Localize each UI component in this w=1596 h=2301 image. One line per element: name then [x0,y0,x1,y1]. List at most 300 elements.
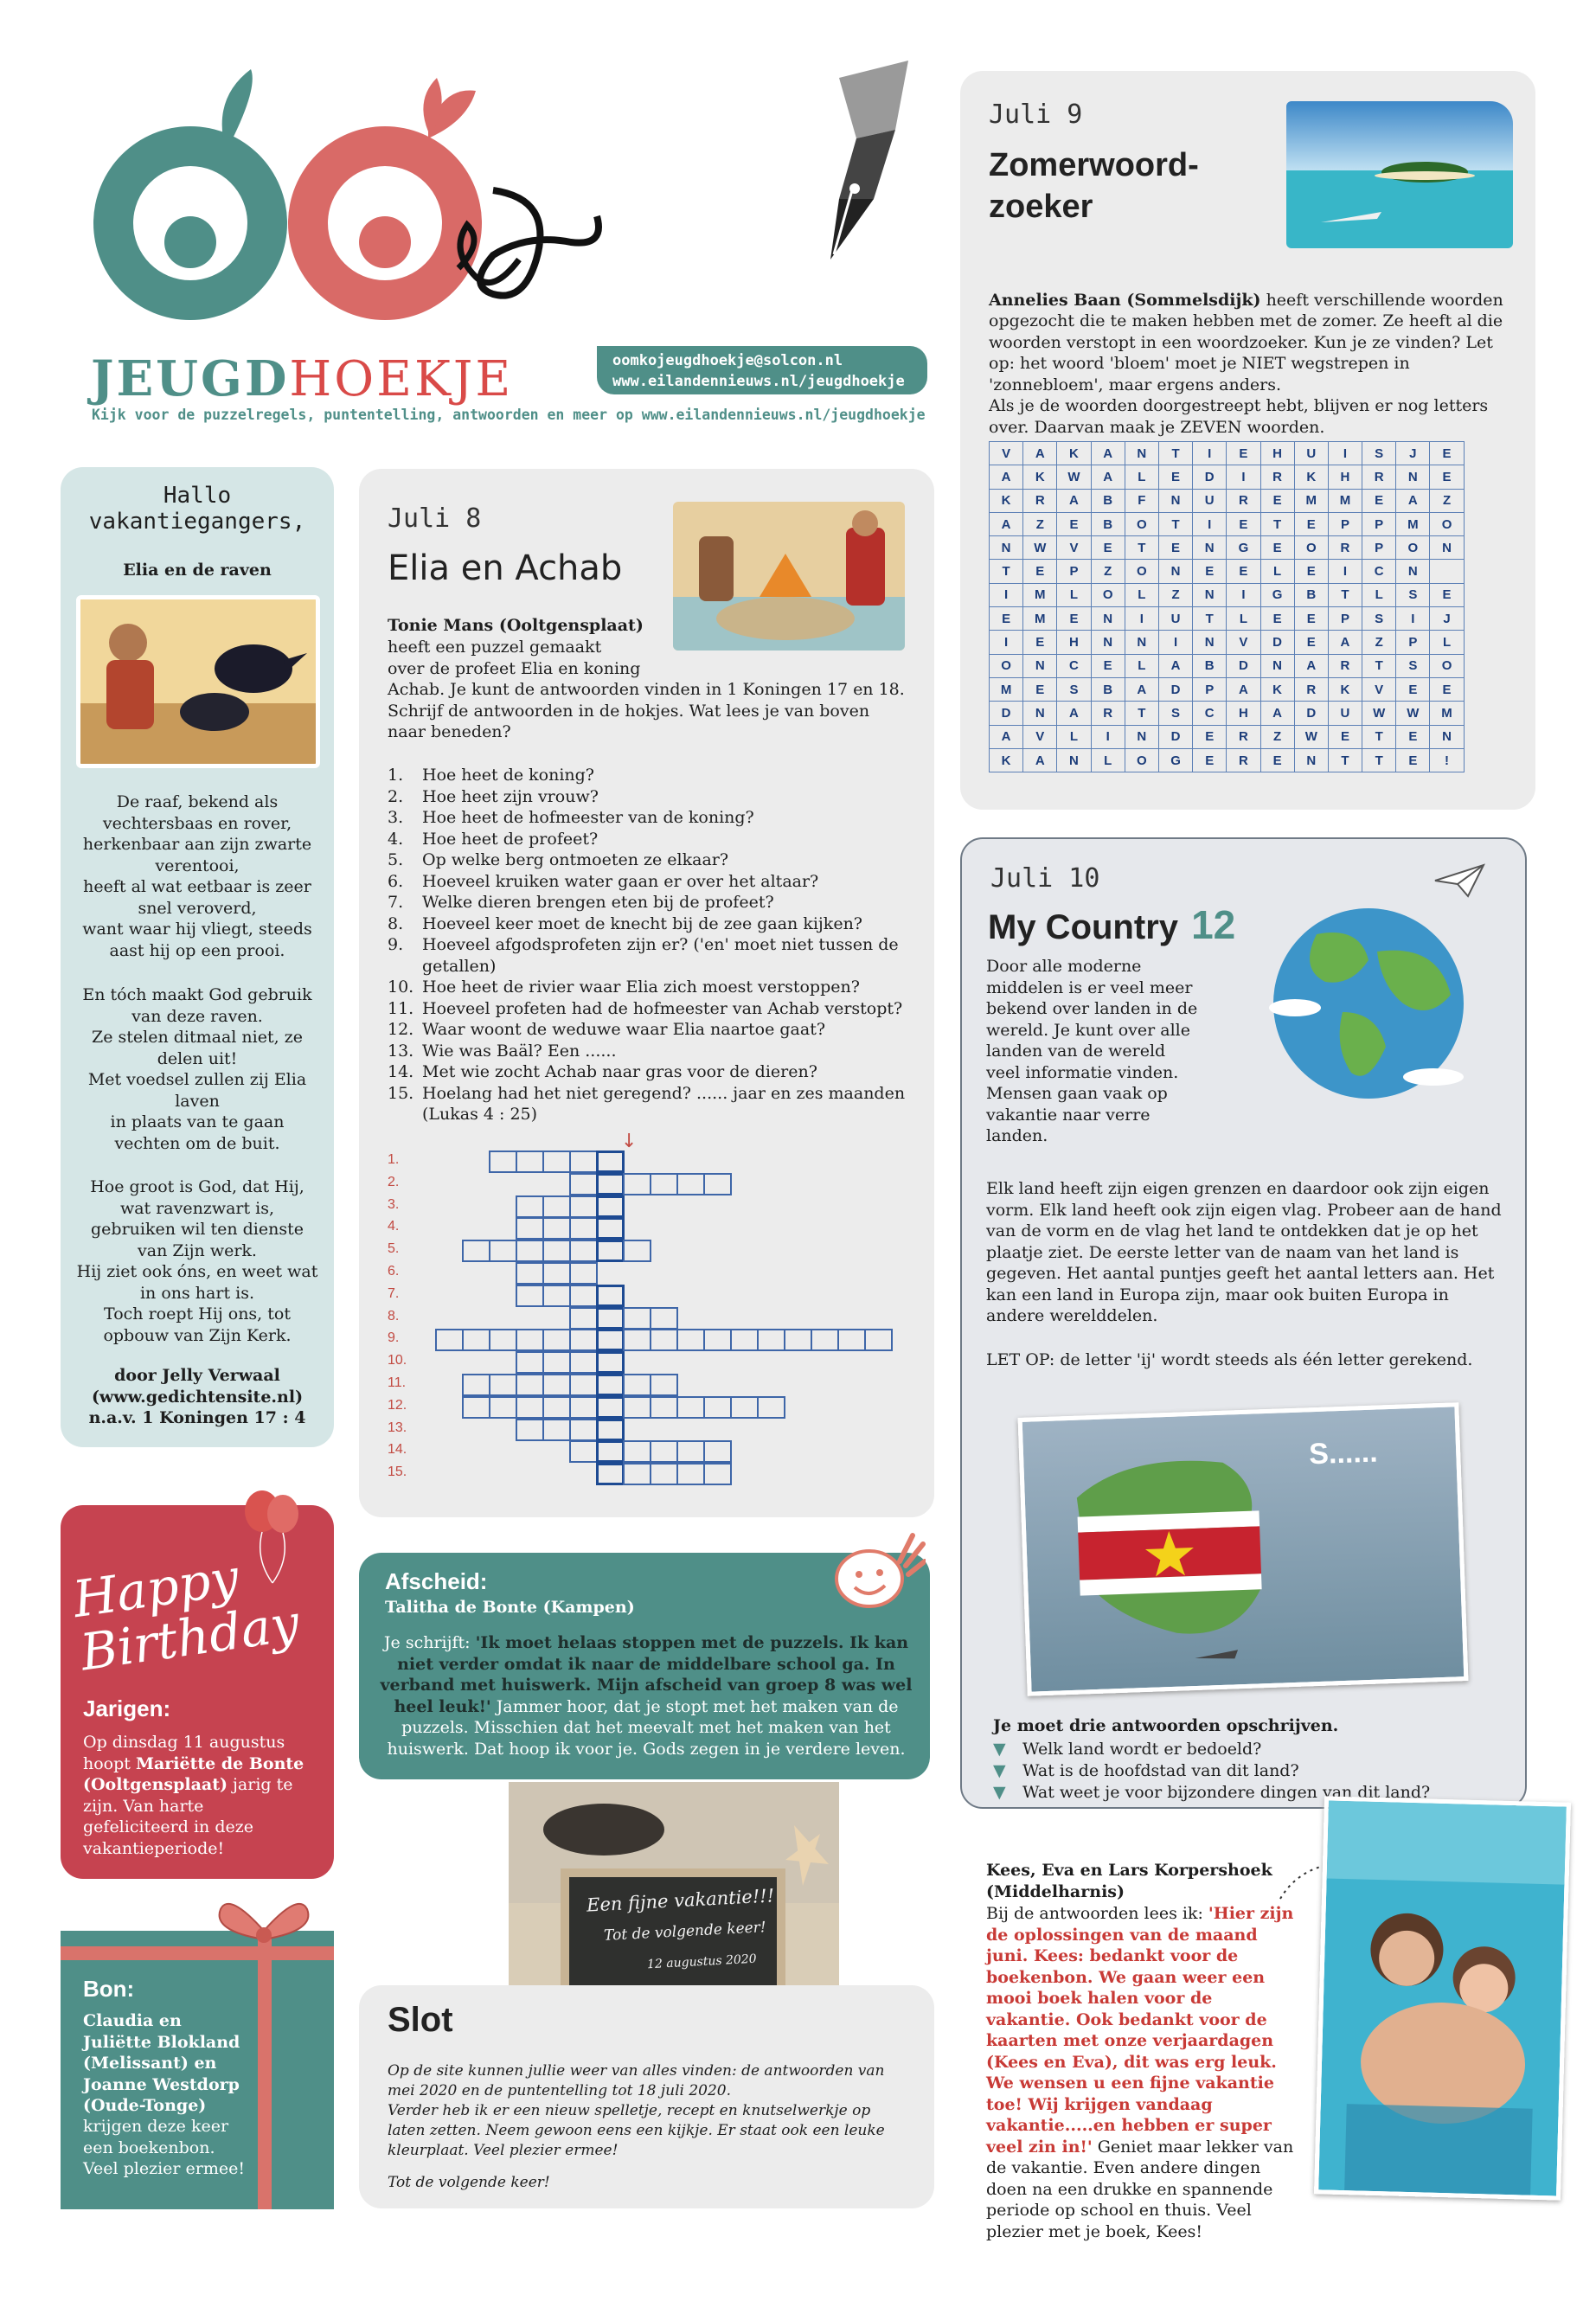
wordsearch-cell[interactable]: A [1260,702,1294,725]
crossword-row-number: 6. [388,1264,400,1279]
wordsearch-cell[interactable]: P [1362,536,1396,560]
wordsearch-cell[interactable]: E [990,607,1023,631]
wordsearch-cell[interactable]: A [1091,442,1125,465]
wordsearch-cell[interactable]: K [990,489,1023,512]
wordsearch-cell[interactable]: Z [1362,631,1396,654]
wordsearch-cell[interactable]: N [990,536,1023,560]
crossword-cell[interactable] [623,1374,651,1396]
crossword-cell[interactable] [569,1217,598,1240]
wordsearch-cell[interactable]: K [990,748,1023,772]
crossword-cell[interactable] [516,1351,544,1374]
wordsearch-cell[interactable]: O [990,654,1023,677]
wordsearch-cell[interactable]: G [1227,536,1260,560]
wordsearch-cell[interactable]: S [1396,583,1430,606]
crossword-cell[interactable] [811,1329,839,1351]
wordsearch-cell[interactable]: E [1227,560,1260,583]
crossword-cell[interactable] [569,1419,598,1441]
crossword-cell[interactable] [516,1217,544,1240]
wordsearch-cell[interactable]: E [1193,748,1227,772]
wordsearch-cell[interactable]: T [1362,654,1396,677]
wordsearch-cell[interactable]: E [1227,512,1260,535]
wordsearch-cell[interactable]: N [1023,702,1057,725]
wordsearch-cell[interactable]: V [1057,536,1091,560]
wordsearch-cell[interactable]: H [1260,442,1294,465]
crossword-cell[interactable] [542,1396,571,1419]
wordsearch-cell[interactable]: M [1023,607,1057,631]
crossword-cell[interactable] [650,1374,678,1396]
crossword-cell[interactable] [542,1329,571,1351]
crossword-cell[interactable] [435,1329,464,1351]
wordsearch-cell[interactable]: D [1193,465,1227,489]
wordsearch-cell[interactable]: I [1227,465,1260,489]
wordsearch-cell[interactable]: H [1328,465,1362,489]
country-panel [960,837,1527,1809]
wordsearch-cell[interactable]: E [1396,725,1430,748]
crossword-cell[interactable] [569,1285,598,1307]
crossword-cell[interactable] [676,1329,705,1351]
wordsearch-row [990,512,1465,535]
wordsearch-cell[interactable]: N [1193,631,1227,654]
wordsearch-cell[interactable]: M [1430,702,1464,725]
wordsearch-cell[interactable]: L [1227,607,1260,631]
wordsearch-cell[interactable]: P [1328,512,1362,535]
wordsearch-cell[interactable]: N [1057,748,1091,772]
wordsearch-cell[interactable]: I [1193,442,1227,465]
wordsearch-cell[interactable]: S [1362,607,1396,631]
wordsearch-cell[interactable]: B [1193,654,1227,677]
crossword-cell[interactable] [542,1374,571,1396]
crossword-cell[interactable] [569,1374,598,1396]
crossword-cell[interactable] [516,1374,544,1396]
crossword-cell[interactable] [569,1240,598,1262]
crossword-cell[interactable] [623,1173,651,1195]
wordsearch-cell[interactable]: P [1328,607,1362,631]
crossword-cell[interactable] [596,1307,625,1330]
crossword-cell[interactable] [757,1396,785,1419]
wordsearch-cell[interactable]: I [990,631,1023,654]
wordsearch-cell[interactable]: E [1396,677,1430,701]
wordsearch-cell[interactable]: L [1091,748,1125,772]
wordsearch-cell[interactable]: E [1396,748,1430,772]
wordsearch-cell[interactable]: T [1260,512,1294,535]
wordsearch-cell[interactable]: B [1091,512,1125,535]
wordsearch-cell[interactable]: V [1362,677,1396,701]
crossword-cell[interactable] [837,1329,866,1351]
crossword-cell[interactable] [650,1329,678,1351]
crossword-cell[interactable] [542,1240,571,1262]
wordsearch-cell[interactable]: D [990,702,1023,725]
wordsearch-cell[interactable]: W [1057,465,1091,489]
wordsearch-cell[interactable]: E [1091,536,1125,560]
crossword-cell[interactable] [623,1396,651,1419]
crossword-cell[interactable] [676,1463,705,1485]
wordsearch-cell[interactable]: W [1396,702,1430,725]
wordsearch-cell[interactable]: O [1430,512,1464,535]
wordsearch-cell[interactable]: W [1023,536,1057,560]
crossword-cell[interactable] [596,1419,625,1441]
wordsearch-cell[interactable]: N [1023,654,1057,677]
wordsearch-cell[interactable]: E [1023,677,1057,701]
wordsearch-cell[interactable]: ! [1430,748,1464,772]
crossword-cell[interactable] [596,1329,625,1351]
crossword-cell[interactable] [462,1329,490,1351]
crossword-cell[interactable] [596,1150,625,1173]
wordsearch-cell[interactable]: L [1362,583,1396,606]
crossword-cell[interactable] [596,1173,625,1195]
wordsearch-cell[interactable]: L [1125,465,1158,489]
wordsearch-cell[interactable]: C [1362,560,1396,583]
wordsearch-cell[interactable]: A [1057,489,1091,512]
crossword-row-number: 12. [388,1397,407,1413]
wordsearch-cell[interactable]: E [1294,631,1328,654]
crossword-cell[interactable] [489,1396,517,1419]
wordsearch-cell[interactable]: G [1158,748,1192,772]
crossword-cell[interactable] [676,1173,705,1195]
crossword-cell[interactable] [542,1195,571,1218]
wordsearch-cell[interactable]: V [1023,725,1057,748]
wordsearch-cell[interactable]: Z [1023,512,1057,535]
wordsearch-cell[interactable]: G [1260,583,1294,606]
wordsearch-cell[interactable]: M [1294,489,1328,512]
wordsearch-cell[interactable]: A [1023,748,1057,772]
wordsearch-cell[interactable]: S [1396,654,1430,677]
wordsearch-cell[interactable]: E [1362,489,1396,512]
wordsearch-cell[interactable]: D [1227,654,1260,677]
crossword-cell[interactable] [730,1396,759,1419]
wordsearch-cell[interactable]: T [1362,725,1396,748]
crossword-cell[interactable] [596,1374,625,1396]
crossword-cell[interactable] [623,1463,651,1485]
crossword-cell[interactable] [542,1285,571,1307]
crossword-cell[interactable] [623,1307,651,1330]
crossword-cell[interactable] [462,1374,490,1396]
crossword-cell[interactable] [650,1463,678,1485]
wordsearch-cell[interactable]: E [1430,442,1464,465]
crossword-cell[interactable] [569,1396,598,1419]
wordsearch-cell[interactable]: N [1158,560,1192,583]
crossword-cell[interactable] [596,1440,625,1463]
crossword-cell[interactable] [650,1396,678,1419]
wordsearch-cell[interactable]: T [1193,607,1227,631]
crossword-cell[interactable] [596,1195,625,1218]
wordsearch-cell[interactable]: S [1057,677,1091,701]
crossword-cell[interactable] [703,1463,732,1485]
crossword-cell[interactable] [596,1240,625,1262]
contact-email[interactable]: oomkojeugdhoekje@solcon.nl [612,352,843,369]
wordsearch-cell[interactable] [1430,560,1464,583]
wordsearch-cell[interactable]: E [1294,512,1328,535]
wordsearch-cell[interactable]: A [1294,654,1328,677]
crossword-cell[interactable] [623,1240,651,1262]
wordsearch-cell[interactable]: Z [1430,489,1464,512]
wordsearch-cell[interactable]: L [1125,654,1158,677]
crossword-cell[interactable] [462,1240,490,1262]
crossword-cell[interactable] [542,1262,571,1285]
wordsearch-cell[interactable]: N [1430,536,1464,560]
wordsearch-cell[interactable]: F [1125,489,1158,512]
crossword-cell[interactable] [596,1396,625,1419]
wordsearch-cell[interactable]: W [1294,725,1328,748]
crossword-cell[interactable] [569,1173,598,1195]
wordsearch-cell[interactable]: O [1091,583,1125,606]
crossword-cell[interactable] [516,1262,544,1285]
wordsearch-cell[interactable]: A [990,465,1023,489]
wordsearch-cell[interactable]: E [1023,560,1057,583]
wordsearch-cell[interactable]: C [1057,654,1091,677]
wordsearch-cell[interactable]: E [1260,489,1294,512]
wordsearch-cell[interactable]: K [1023,465,1057,489]
wordsearch-cell[interactable]: E [1430,677,1464,701]
wordsearch-cell[interactable]: E [1294,560,1328,583]
wordsearch-cell[interactable]: R [1260,465,1294,489]
wordsearch-cell[interactable]: A [1227,677,1260,701]
crossword-cell[interactable] [596,1217,625,1240]
wordsearch-cell[interactable]: D [1294,702,1328,725]
wordsearch-cell[interactable]: T [1158,442,1192,465]
wordsearch-cell[interactable]: W [1362,702,1396,725]
crossword-cell[interactable] [569,1440,598,1463]
wordsearch-cell[interactable]: M [1328,489,1362,512]
wordsearch-cell[interactable]: R [1328,654,1362,677]
wordsearch-cell[interactable]: T [1328,583,1362,606]
wordsearch-cell[interactable]: E [1057,607,1091,631]
wordsearch-cell[interactable]: T [1362,748,1396,772]
wordsearch-cell[interactable]: B [1294,583,1328,606]
wordsearch-cell[interactable]: O [1430,654,1464,677]
wordsearch-cell[interactable]: N [1091,607,1125,631]
wordsearch-cell[interactable]: E [1294,607,1328,631]
wordsearch-cell[interactable]: T [1125,536,1158,560]
crossword-cell[interactable] [784,1329,812,1351]
crossword-cell[interactable] [623,1329,651,1351]
wordsearch-cell[interactable]: V [990,442,1023,465]
crossword-cell[interactable] [757,1329,785,1351]
wordsearch-cell[interactable]: A [1125,677,1158,701]
wordsearch-cell[interactable]: B [1091,677,1125,701]
wordsearch-cell[interactable]: R [1091,702,1125,725]
crossword-cell[interactable] [489,1374,517,1396]
wordsearch-cell[interactable]: R [1227,725,1260,748]
wordsearch-cell[interactable]: T [1125,702,1158,725]
wordsearch-cell[interactable]: E [1158,536,1192,560]
wordsearch-cell[interactable]: N [1091,631,1125,654]
wordsearch-cell[interactable]: U [1193,489,1227,512]
wordsearch-cell[interactable]: J [1396,442,1430,465]
wordsearch-cell[interactable]: E [1260,748,1294,772]
crossword-row-number: 3. [388,1196,400,1212]
crossword-cell[interactable] [542,1150,571,1173]
wordsearch-cell[interactable]: L [1057,725,1091,748]
wordsearch-cell[interactable]: A [1023,442,1057,465]
wordsearch-cell[interactable]: N [1396,465,1430,489]
wordsearch-cell[interactable]: S [1158,702,1192,725]
wordsearch-cell[interactable]: A [1057,702,1091,725]
wordsearch-cell[interactable]: N [1125,631,1158,654]
crossword-cell[interactable] [516,1396,544,1419]
crossword-cell[interactable] [569,1262,598,1285]
wordsearch-cell[interactable]: M [1023,583,1057,606]
crossword-cell[interactable] [542,1351,571,1374]
wordsearch-cell[interactable]: O [1125,560,1158,583]
contact-banner [597,346,927,394]
wordsearch-cell[interactable]: E [1260,536,1294,560]
wordsearch-cell[interactable]: M [1396,512,1430,535]
wordsearch-cell[interactable]: P [1396,631,1430,654]
wordsearch-cell[interactable]: E [1023,631,1057,654]
crossword-cell[interactable] [703,1440,732,1463]
wordsearch-cell[interactable]: N [1125,725,1158,748]
wordsearch-cell[interactable]: K [1057,442,1091,465]
wordsearch-cell[interactable]: U [1158,607,1192,631]
crossword-cell[interactable] [650,1307,678,1330]
wordsearch-cell[interactable]: R [1023,489,1057,512]
crossword-cell[interactable] [516,1240,544,1262]
wordsearch-cell[interactable]: I [990,583,1023,606]
wordsearch-cell[interactable]: C [1193,702,1227,725]
crossword-cell[interactable] [569,1195,598,1218]
wordsearch-cell[interactable]: B [1091,489,1125,512]
wordsearch-cell[interactable]: R [1227,489,1260,512]
crossword-cell[interactable] [730,1329,759,1351]
wordsearch-cell[interactable]: K [1260,677,1294,701]
crossword-cell[interactable] [650,1173,678,1195]
crossword-cell[interactable] [516,1285,544,1307]
crossword-cell[interactable] [516,1195,544,1218]
wordsearch-cell[interactable]: E [1430,465,1464,489]
wordsearch-cell[interactable]: E [1158,465,1192,489]
wordsearch-cell[interactable]: I [1227,583,1260,606]
crossword-cell[interactable] [703,1329,732,1351]
wordsearch-cell[interactable]: O [1125,748,1158,772]
crossword-row-number: 7. [388,1285,400,1301]
wordsearch-cell[interactable]: A [1091,465,1125,489]
crossword-cell[interactable] [676,1440,705,1463]
wordsearch-cell[interactable]: L [1057,583,1091,606]
wordsearch-cell[interactable]: K [1294,465,1328,489]
wordsearch-cell[interactable]: I [1158,631,1192,654]
crossword-cell[interactable] [516,1419,544,1441]
wordsearch-cell[interactable]: O [1396,536,1430,560]
crossword-cell[interactable] [569,1329,598,1351]
wordsearch-cell[interactable]: Z [1260,725,1294,748]
wordsearch-cell[interactable]: A [1396,489,1430,512]
wordsearch-cell[interactable]: P [1057,560,1091,583]
wordsearch-cell[interactable]: K [1328,677,1362,701]
wordsearch-cell[interactable]: E [1260,607,1294,631]
crossword-cell[interactable] [489,1329,517,1351]
crossword-cell[interactable] [542,1217,571,1240]
wordsearch-cell[interactable]: Z [1158,583,1192,606]
wordsearch-cell[interactable]: O [1125,512,1158,535]
wordsearch-cell[interactable]: D [1158,677,1192,701]
wordsearch-cell[interactable]: U [1294,442,1328,465]
crossword-cell[interactable] [703,1396,732,1419]
wordsearch-cell[interactable]: E [1328,725,1362,748]
crossword-cell[interactable] [596,1285,625,1307]
wordsearch-cell[interactable]: L [1430,631,1464,654]
crossword-cell[interactable] [623,1440,651,1463]
wordsearch-cell[interactable]: S [1362,442,1396,465]
crossword-cell[interactable] [462,1396,490,1419]
wordsearch-cell[interactable]: R [1328,536,1362,560]
wordsearch-cell[interactable]: A [1328,631,1362,654]
wordsearch-cell[interactable]: P [1362,512,1396,535]
crossword-cell[interactable] [489,1240,517,1262]
chalk-line-2: Tot de volgende keer! [603,1919,767,1945]
wordsearch-cell[interactable]: L [1125,583,1158,606]
wordsearch-cell[interactable]: I [1328,560,1362,583]
wordsearch-cell[interactable]: H [1057,631,1091,654]
crossword-cell[interactable] [516,1329,544,1351]
wordsearch-cell[interactable]: I [1328,442,1362,465]
wordsearch-cell[interactable]: M [990,677,1023,701]
wordsearch-cell[interactable]: N [1193,536,1227,560]
wordsearch-cell[interactable]: I [1125,607,1158,631]
wordsearch-cell[interactable]: T [1328,748,1362,772]
crossword-cell[interactable] [542,1419,571,1441]
contact-website[interactable]: www.eilandennieuws.nl/jeugdhoekje [612,373,905,390]
wordsearch-cell[interactable]: N [1125,442,1158,465]
crossword-cell[interactable] [569,1150,598,1173]
wordsearch-cell[interactable]: R [1294,677,1328,701]
wordsearch-cell[interactable]: D [1260,631,1294,654]
crossword-cell[interactable] [864,1329,893,1351]
wordsearch-cell[interactable]: I [1193,512,1227,535]
wordsearch-cell[interactable]: E [1430,583,1464,606]
wordsearch-cell[interactable]: N [1158,489,1192,512]
wordsearch-cell[interactable]: U [1328,702,1362,725]
wordsearch-cell[interactable]: I [1091,725,1125,748]
wordsearch-cell[interactable]: E [1193,560,1227,583]
wordsearch-cell[interactable]: A [990,512,1023,535]
wordsearch-cell[interactable]: A [990,725,1023,748]
crossword-cell[interactable] [569,1307,598,1330]
wordsearch-cell[interactable]: E [1091,654,1125,677]
elia-question-text: Welke dieren brengen eten bij de profeet? [422,893,774,912]
wordsearch-cell[interactable]: N [1260,654,1294,677]
wordsearch-cell[interactable]: R [1227,748,1260,772]
wordsearch-cell[interactable]: T [990,560,1023,583]
wordsearch-cell[interactable]: P [1193,677,1227,701]
wordsearch-cell[interactable]: H [1227,702,1260,725]
wordsearch-cell[interactable]: L [1260,560,1294,583]
wordsearch-cell[interactable]: E [1227,442,1260,465]
crossword-cell[interactable] [650,1440,678,1463]
wordsearch-cell[interactable]: A [1158,654,1192,677]
crossword-cell[interactable] [489,1150,517,1173]
crossword-cell[interactable] [703,1173,732,1195]
crossword-cell[interactable] [516,1150,544,1173]
wordsearch-cell[interactable]: E [1193,725,1227,748]
crossword-cell[interactable] [676,1396,705,1419]
crossword-cell[interactable] [569,1351,598,1374]
wordsearch-cell[interactable]: D [1158,725,1192,748]
wordsearch-cell[interactable]: V [1227,631,1260,654]
wordsearch-cell[interactable]: J [1430,607,1464,631]
wordsearch-cell[interactable]: Z [1091,560,1125,583]
wordsearch-cell[interactable]: E [1057,512,1091,535]
wordsearch-cell[interactable]: N [1294,748,1328,772]
wordsearch-cell[interactable]: T [1158,512,1192,535]
wordsearch-cell[interactable]: O [1294,536,1328,560]
wordsearch-cell[interactable]: N [1430,725,1464,748]
crossword-cell[interactable] [596,1351,625,1374]
wordsearch-cell[interactable]: I [1396,607,1430,631]
wordsearch-cell[interactable]: N [1396,560,1430,583]
wordsearch-cell[interactable]: N [1193,583,1227,606]
wordsearch-cell[interactable]: R [1362,465,1396,489]
crossword-cell[interactable] [596,1463,625,1485]
